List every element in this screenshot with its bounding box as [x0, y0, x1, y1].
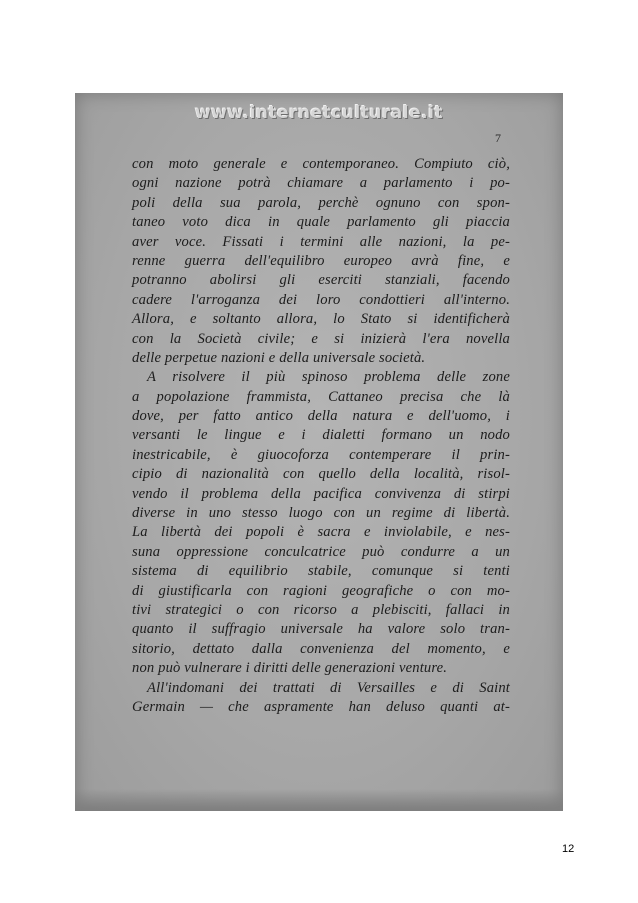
text-line: non può vulnerare i diritti delle generazioni venture. [132, 660, 448, 677]
body-text [132, 155, 510, 717]
text-line: ogni nazione potrà chiamare a parlamento i po- [132, 175, 510, 192]
text-line: Germain — che aspramente han deluso quanti at- [132, 698, 510, 715]
text-line: quanto il suffragio universale ha valore solo tran- [132, 621, 510, 638]
book-page-number: 7 [495, 131, 501, 145]
text-line: poli della sua parola, perchè ognuno con spon- [132, 194, 510, 211]
text-line: versanti le lingue e i dialetti formano un nodo [132, 427, 510, 444]
page-number: 12 [562, 843, 575, 855]
text-line: taneo voto dica in quale parlamento gli piaccia [132, 214, 510, 231]
text-line: inestricabile, è giuocoforza contemperare il prin- [132, 446, 510, 463]
text-line: a popolazione frammista, Cattaneo precisa che là [132, 388, 510, 405]
text-line: All'indomani dei trattati di Versailles e di Saint [147, 679, 510, 696]
text-line: renne guerra dell'equilibro europeo avrà fine, e [132, 252, 510, 269]
text-line: tivi strategici o con ricorso a plebisciti, fallaci in [132, 601, 510, 618]
text-line: A risolvere il più spinoso problema delle zone [147, 369, 510, 386]
text-line: sistema di equilibrio stabile, comunque si tenti [132, 563, 510, 580]
text-line: cadere l'arroganza dei loro condottieri all'interno. [132, 291, 510, 308]
watermark: www.internetculturale.it [194, 103, 444, 123]
text-line: suna oppressione conculcatrice può condurre a un [132, 543, 510, 560]
text-line: con la Società civile; e si inizierà l'era novella [132, 330, 510, 347]
scan-bottom-edge [75, 789, 563, 811]
text-line: sitorio, dettato dalla convenienza del momento, e [132, 640, 510, 657]
text-line: La libertà dei popoli è sacra e inviolabile, e nes- [132, 524, 510, 541]
scanned-page-image [75, 93, 563, 811]
text-line: vendo il problema della pacifica convivenza di stirpi [132, 485, 510, 502]
text-line: con moto generale e contemporaneo. Compiuto ciò, [132, 156, 510, 172]
text-line: dove, per fatto antico della natura e dell'uomo, i [132, 408, 510, 425]
text-line: diverse in uno stesso luogo con un regime di libertà. [132, 505, 510, 522]
text-line: aver voce. Fissati i termini alle nazioni, la pe- [132, 233, 510, 250]
text-line: di giustificarla con ragioni geografiche o con mo- [132, 582, 510, 599]
text-line: cipio di nazionalità con quello della località, risol- [132, 466, 510, 483]
text-line: potranno abolirsi gli eserciti stanziali, facendo [132, 272, 510, 289]
text-line: delle perpetue nazioni e della universale società. [132, 349, 426, 366]
text-line: Allora, e soltanto allora, lo Stato si identificherà [132, 311, 510, 328]
